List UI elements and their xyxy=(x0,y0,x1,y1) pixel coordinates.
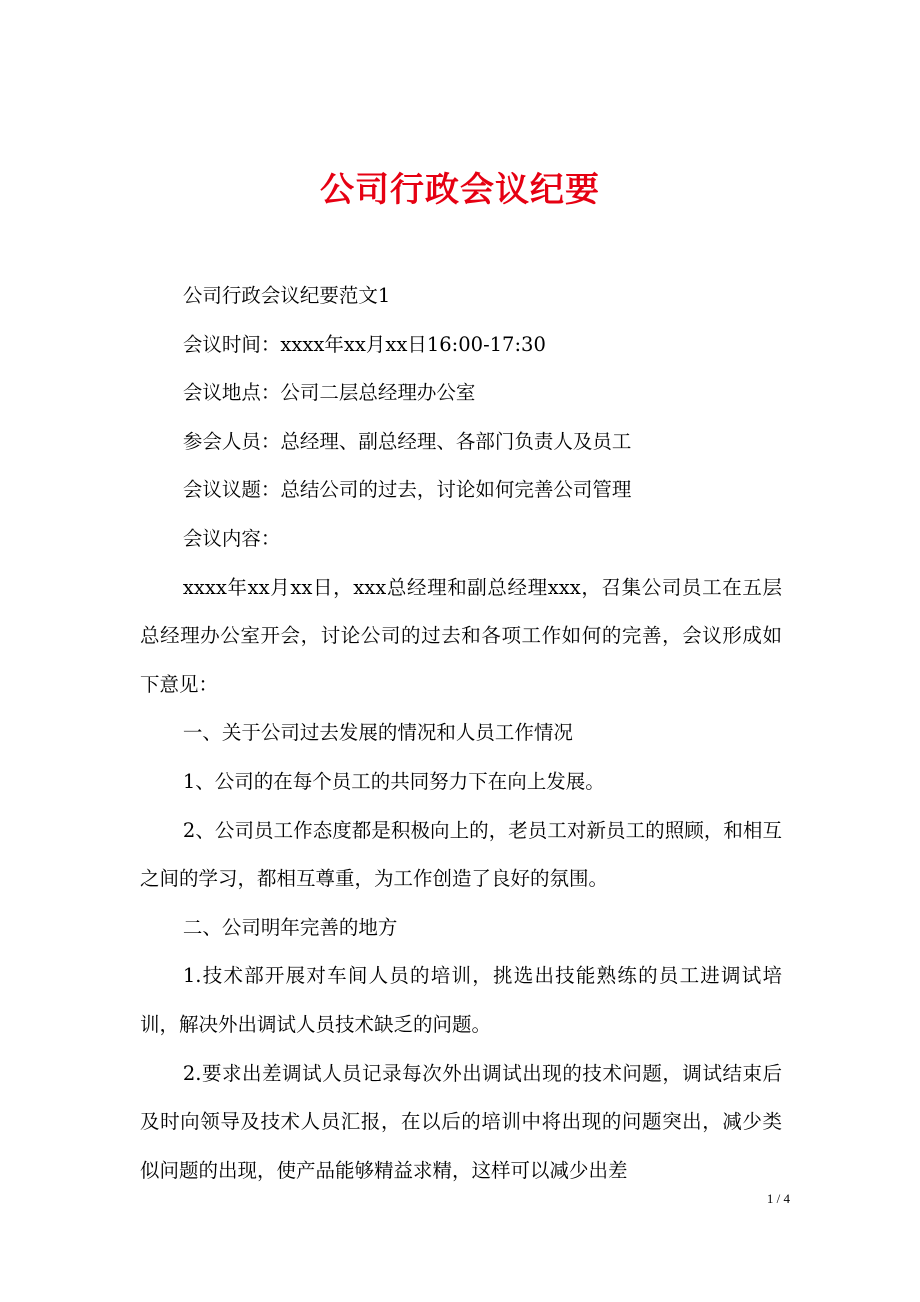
paragraph-item: 2、公司员工作态度都是积极向上的，老员工对新员工的照顾，和相互之间的学习，都相互尊重，为工作创造了良好的氛围。 xyxy=(140,818,782,891)
section-heading-improvements: 二、公司明年完善的地方 xyxy=(182,915,398,939)
paragraph-subtitle: 公司行政会议纪要范文1 xyxy=(182,284,391,307)
page-number: 1 / 4 xyxy=(766,1191,790,1206)
paragraph-item: 1、公司的在每个员工的共同努力下在向上发展。 xyxy=(182,769,605,793)
paragraph-meeting-time: 会议时间：xxxx年xx月xx日16:00-17:30 xyxy=(182,332,546,356)
paragraph-meeting-place: 会议地点：公司二层总经理办公室 xyxy=(182,381,476,405)
paragraph-item: 1.技术部开展对车间人员的培训，挑选出技能熟练的员工进调试培训，解决外出调试人员技术缺乏的问题。 xyxy=(140,964,782,1036)
paragraph-topic: 会议议题：总结公司的过去，讨论如何完善公司管理 xyxy=(182,478,632,502)
paragraph-content-intro: xxxx年xx月xx日，xxx总经理和副总经理xxx，召集公司员工在五层总经理办公室开会，讨论公司的过去和各项工作如何的完善，会议形成如下意见： xyxy=(140,575,782,696)
paragraph-item: 2.要求出差调试人员记录每次外出调试出现的技术问题，调试结束后及时向领导及技术人员汇报，在以后的培训中将出现的问题突出，减少类似问题的出现，使产品能够精益求精，这样可以减少出差 xyxy=(140,1061,782,1182)
paragraph-attendees: 参会人员：总经理、副总经理、各部门负责人及员工 xyxy=(182,429,632,453)
paragraph-content-label: 会议内容： xyxy=(182,526,281,550)
section-heading-past: 一、关于公司过去发展的情况和人员工作情况 xyxy=(182,721,573,745)
document-body xyxy=(140,272,782,1195)
document-title: 公司行政会议纪要 xyxy=(320,169,600,210)
